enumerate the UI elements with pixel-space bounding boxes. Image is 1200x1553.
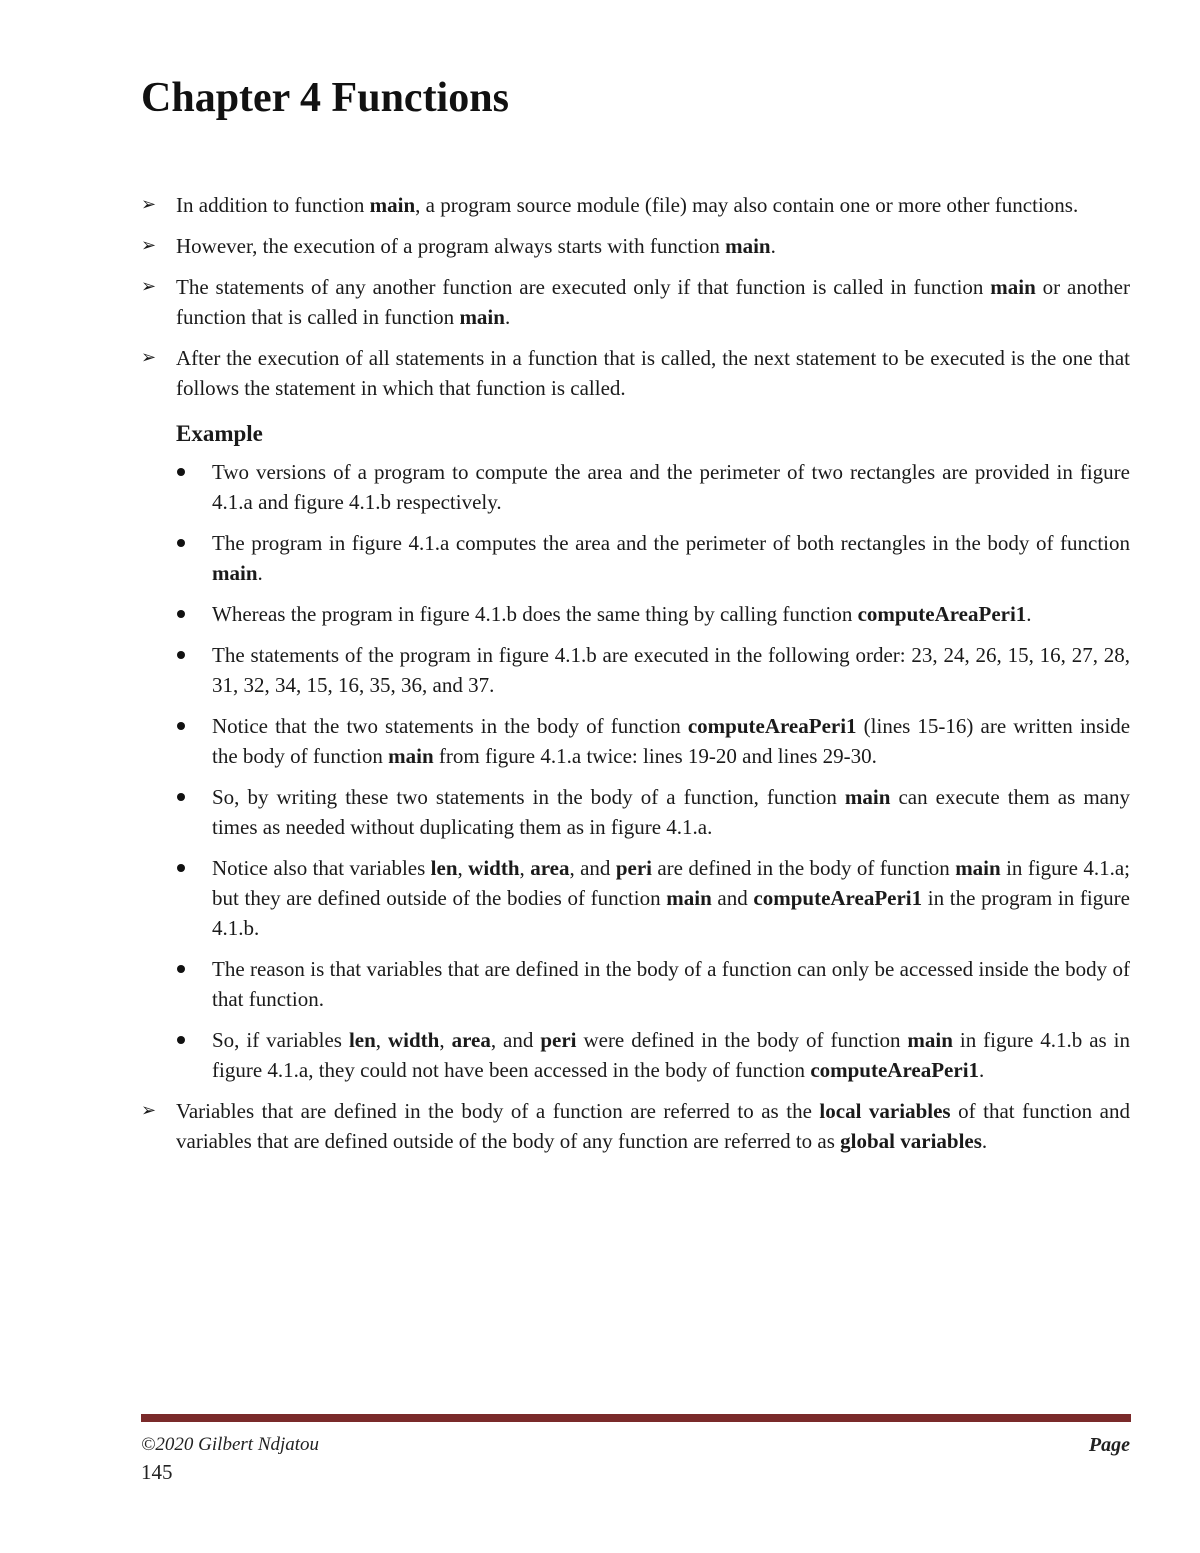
text-run: In addition to function	[176, 193, 370, 217]
example-bullet-item	[176, 782, 1130, 842]
bold-term: main	[955, 856, 1001, 880]
page-content	[141, 190, 1130, 1167]
bullet-dot-icon	[177, 468, 185, 476]
text-run: ,	[439, 1028, 452, 1052]
text-run: (lines 15-16) are written inside the body of function	[212, 714, 1131, 768]
text-run: , and	[569, 856, 616, 880]
bold-term: computeAreaPeri1	[753, 886, 923, 910]
text-run: After the execution of all statements in a function that is called, the next statement to be executed is the one that follows the statement in which that function is called.	[176, 346, 1130, 400]
bold-term: len	[348, 1028, 376, 1052]
example-section	[176, 419, 1130, 1085]
text-run: are defined in the body of function	[651, 856, 956, 880]
arrow-bullet-icon: ➢	[141, 194, 157, 215]
example-bullet-list	[176, 457, 1130, 1085]
example-bullet-item	[176, 640, 1130, 700]
bold-term: main	[990, 275, 1036, 299]
bold-term: width	[468, 856, 520, 880]
text-run: .	[1026, 602, 1032, 626]
page-number: 145	[141, 1460, 173, 1484]
example-bullet-item	[176, 528, 1130, 588]
text-run: .	[981, 1129, 988, 1153]
bold-term: local variables	[819, 1099, 951, 1123]
text-run: , a program source module (file) may also contain one or more other functions.	[415, 193, 1079, 217]
text-run: ,	[519, 856, 531, 880]
example-bullet-item	[176, 599, 1130, 629]
bold-term: main	[844, 785, 891, 809]
bold-term: main	[212, 561, 258, 585]
text-run: So, if variables	[212, 1028, 349, 1052]
arrow-bullet-item	[141, 190, 1130, 220]
bold-term: area	[530, 856, 570, 880]
example-bullet-item	[176, 853, 1130, 943]
bullet-dot-icon	[177, 1036, 185, 1044]
bold-term: main	[459, 305, 505, 329]
text-run: .	[504, 305, 511, 329]
bullet-dot-icon	[177, 864, 185, 872]
text-run: The statements of the program in figure 4.1.b are executed in the following order: 23, 24, 26, 15, 16, 27, 28, 31, 32, 34, 15, 16, 35, 36, and 37.	[212, 643, 1130, 697]
text-run: of that function and variables that are defined outside of the body of any function are referred to as	[176, 1099, 1130, 1153]
bullet-dot-icon	[177, 651, 185, 659]
text-run: , and	[490, 1028, 541, 1052]
text-run: can execute them as many times as needed without duplicating them as in figure 4.1.a.	[212, 785, 1130, 839]
text-run: in figure 4.1.a; but they are defined outside of the bodies of function	[212, 856, 1131, 910]
text-run: The statements of any another function are executed only if that function is called in function	[176, 275, 991, 299]
text-run: Notice that the two statements in the body of function	[212, 714, 688, 738]
arrow-bullet-icon: ➢	[141, 235, 157, 256]
arrow-bullet-item	[141, 231, 1130, 261]
footer-copyright: ©2020 Gilbert Ndjatou	[141, 1434, 320, 1455]
page-title: Chapter 4 Functions	[141, 75, 509, 121]
arrow-bullet-icon: ➢	[141, 347, 157, 368]
bold-term: width	[388, 1028, 440, 1052]
bold-term: main	[388, 744, 434, 768]
text-run: .	[770, 234, 776, 258]
text-run: .	[979, 1058, 985, 1082]
example-bullet-item	[176, 711, 1130, 771]
text-run: in the program in figure 4.1.b.	[212, 886, 1130, 940]
bold-term: peri	[615, 856, 652, 880]
bold-term: computeAreaPeri1	[857, 602, 1027, 626]
bold-term: main	[907, 1028, 953, 1052]
text-run: Variables that are defined in the body of a function are referred to as the	[176, 1099, 820, 1123]
closing-bullet-list	[141, 1096, 1130, 1156]
bold-term: main	[369, 193, 416, 217]
text-run: .	[257, 561, 263, 585]
text-run: were defined in the body of function	[576, 1028, 908, 1052]
text-run: from figure 4.1.a twice: lines 19-20 and lines 29-30.	[433, 744, 877, 768]
bold-term: main	[725, 234, 771, 258]
text-run: The program in figure 4.1.a computes the area and the perimeter of both rectangles in the body of function	[212, 531, 1130, 555]
bullet-dot-icon	[177, 793, 185, 801]
footer-page-label: Page	[1088, 1434, 1130, 1456]
example-bullet-item	[176, 457, 1130, 517]
example-bullet-item	[176, 954, 1130, 1014]
bold-term: computeAreaPeri1	[687, 714, 857, 738]
bold-term: area	[451, 1028, 491, 1052]
bold-term: main	[666, 886, 712, 910]
example-heading: Example	[176, 421, 263, 446]
bold-term: global variables	[840, 1129, 982, 1153]
text-run: ,	[457, 856, 469, 880]
arrow-bullet-icon: ➢	[141, 1100, 157, 1121]
intro-bullet-list	[141, 190, 1130, 403]
bold-term: len	[430, 856, 458, 880]
arrow-bullet-item	[141, 1096, 1130, 1156]
text-run: Two versions of a program to compute the area and the perimeter of two rectangles are provided in figure 4.1.a and figure 4.1.b respectively.	[212, 460, 1130, 514]
text-run: So, by writing these two statements in the body of a function, function	[212, 785, 845, 809]
text-run: or another function that is called in function	[176, 275, 1130, 329]
arrow-bullet-icon: ➢	[141, 276, 157, 297]
text-run: Whereas the program in figure 4.1.b does the same thing by calling function	[212, 602, 858, 626]
text-run: ,	[375, 1028, 388, 1052]
bold-term: computeAreaPeri1	[810, 1058, 980, 1082]
text-run: in figure 4.1.b as in figure 4.1.a, they could not have been accessed in the body of function	[212, 1028, 1131, 1082]
footer-rule	[141, 1414, 1131, 1422]
bullet-dot-icon	[177, 610, 185, 618]
text-run: Notice also that variables	[212, 856, 431, 880]
text-run: The reason is that variables that are defined in the body of a function can only be accessed inside the body of that function.	[212, 957, 1130, 1011]
bullet-dot-icon	[177, 965, 185, 973]
bullet-dot-icon	[177, 539, 185, 547]
example-bullet-item	[176, 1025, 1130, 1085]
text-run: and	[711, 886, 754, 910]
arrow-bullet-item	[141, 343, 1130, 403]
bold-term: peri	[540, 1028, 577, 1052]
arrow-bullet-item	[141, 272, 1130, 332]
bullet-dot-icon	[177, 722, 185, 730]
text-run: However, the execution of a program always starts with function	[176, 234, 726, 258]
